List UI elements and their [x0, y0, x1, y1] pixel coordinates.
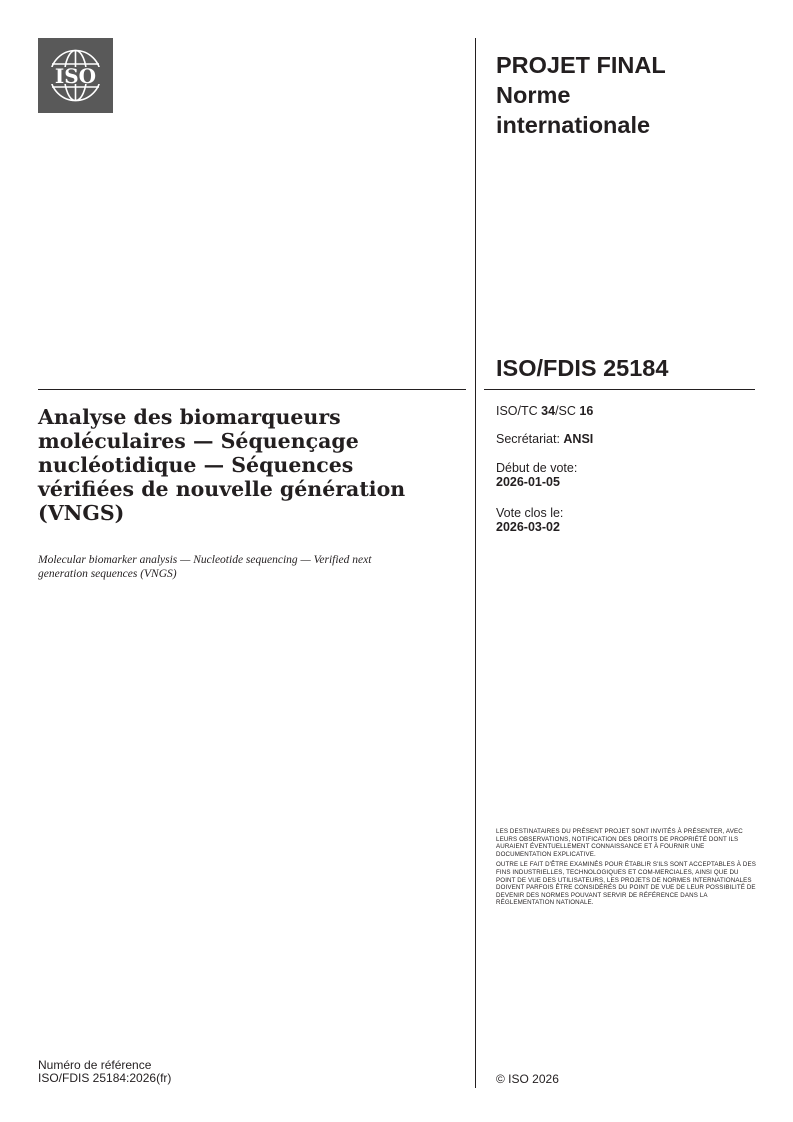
title-english: Molecular biomarker analysis — Nucleotide sequencing — Verified next generation sequences (VNGS): [38, 554, 372, 580]
vote-start-date: 2026-01-05: [496, 475, 560, 489]
secretariat-value: ANSI: [563, 432, 594, 446]
iso-logo-text: ISO: [54, 64, 97, 88]
document-status: [496, 50, 776, 140]
sc-number: 16: [579, 404, 594, 418]
status-line-2: Norme: [496, 82, 571, 108]
iso-logo: [38, 38, 113, 113]
committee-reference: ISO/TC 34/SC 16: [496, 404, 594, 418]
vote-end-label: Vote clos le:: [496, 506, 564, 520]
vote-end: [496, 506, 563, 534]
tc-number: 34: [541, 404, 556, 418]
horizontal-divider-right: [484, 389, 755, 390]
notice-paragraph-1: LES DESTINATAIRES DU PRÉSENT PROJET SONT INVITÉS À PRÉSENTER, AVEC LEURS OBSERVATIONS, NOTIFICATION DES DROITS DE PROPRIÉTÉ DONT ILS AURAIENT ÉVENTUELLEMENT CONNAISSANCE ET À FOURNIR UNE DOCUMENTATION EXPLICATIVE.: [496, 828, 743, 858]
title-french: Analyse des biomarqueurs moléculaires — Séquençage nucléotidique — Séquences vérifiées de nouvelle génération (VNGS): [38, 405, 406, 525]
vote-start: [496, 461, 577, 489]
copyright: © ISO 2026: [496, 1072, 559, 1086]
document-number: ISO/FDIS 25184: [496, 355, 669, 381]
reference-label: Numéro de référence: [38, 1058, 152, 1072]
status-line-1: PROJET FINAL: [496, 52, 666, 78]
reference-value: ISO/FDIS 25184:2026(fr): [38, 1071, 172, 1085]
notice-paragraph-2: OUTRE LE FAIT D'ÊTRE EXAMINÉS POUR ÉTABLIR S'ILS SONT ACCEPTABLES À DES FINS INDUSTRIELLES, TECHNOLOGIQUES ET COM-MERCIALES, AINSI QUE DU POINT DE VUE DES UTILISATEURS, LES PROJETS DE NORMES INTERNATIONALES DOIVENT PARFOIS ÊTRE CONSIDÉRÉS DU POINT DE VUE DE LEUR POSSIBILITÉ DE DEVENIR DES NORMES POUVANT SERVIR DE RÉFÉRENCE DANS LA RÉGLEMENTATION NATIONALE.: [496, 861, 756, 907]
draft-notice: [496, 828, 758, 910]
reference-number: [38, 1059, 171, 1085]
vote-start-label: Début de vote:: [496, 461, 578, 475]
horizontal-divider-left: [38, 389, 466, 390]
secretariat: Secrétariat: ANSI: [496, 432, 594, 446]
vertical-divider: [475, 38, 476, 1088]
vote-end-date: 2026-03-02: [496, 520, 560, 534]
iso-globe-icon: [38, 38, 113, 113]
status-line-3: internationale: [496, 112, 651, 138]
